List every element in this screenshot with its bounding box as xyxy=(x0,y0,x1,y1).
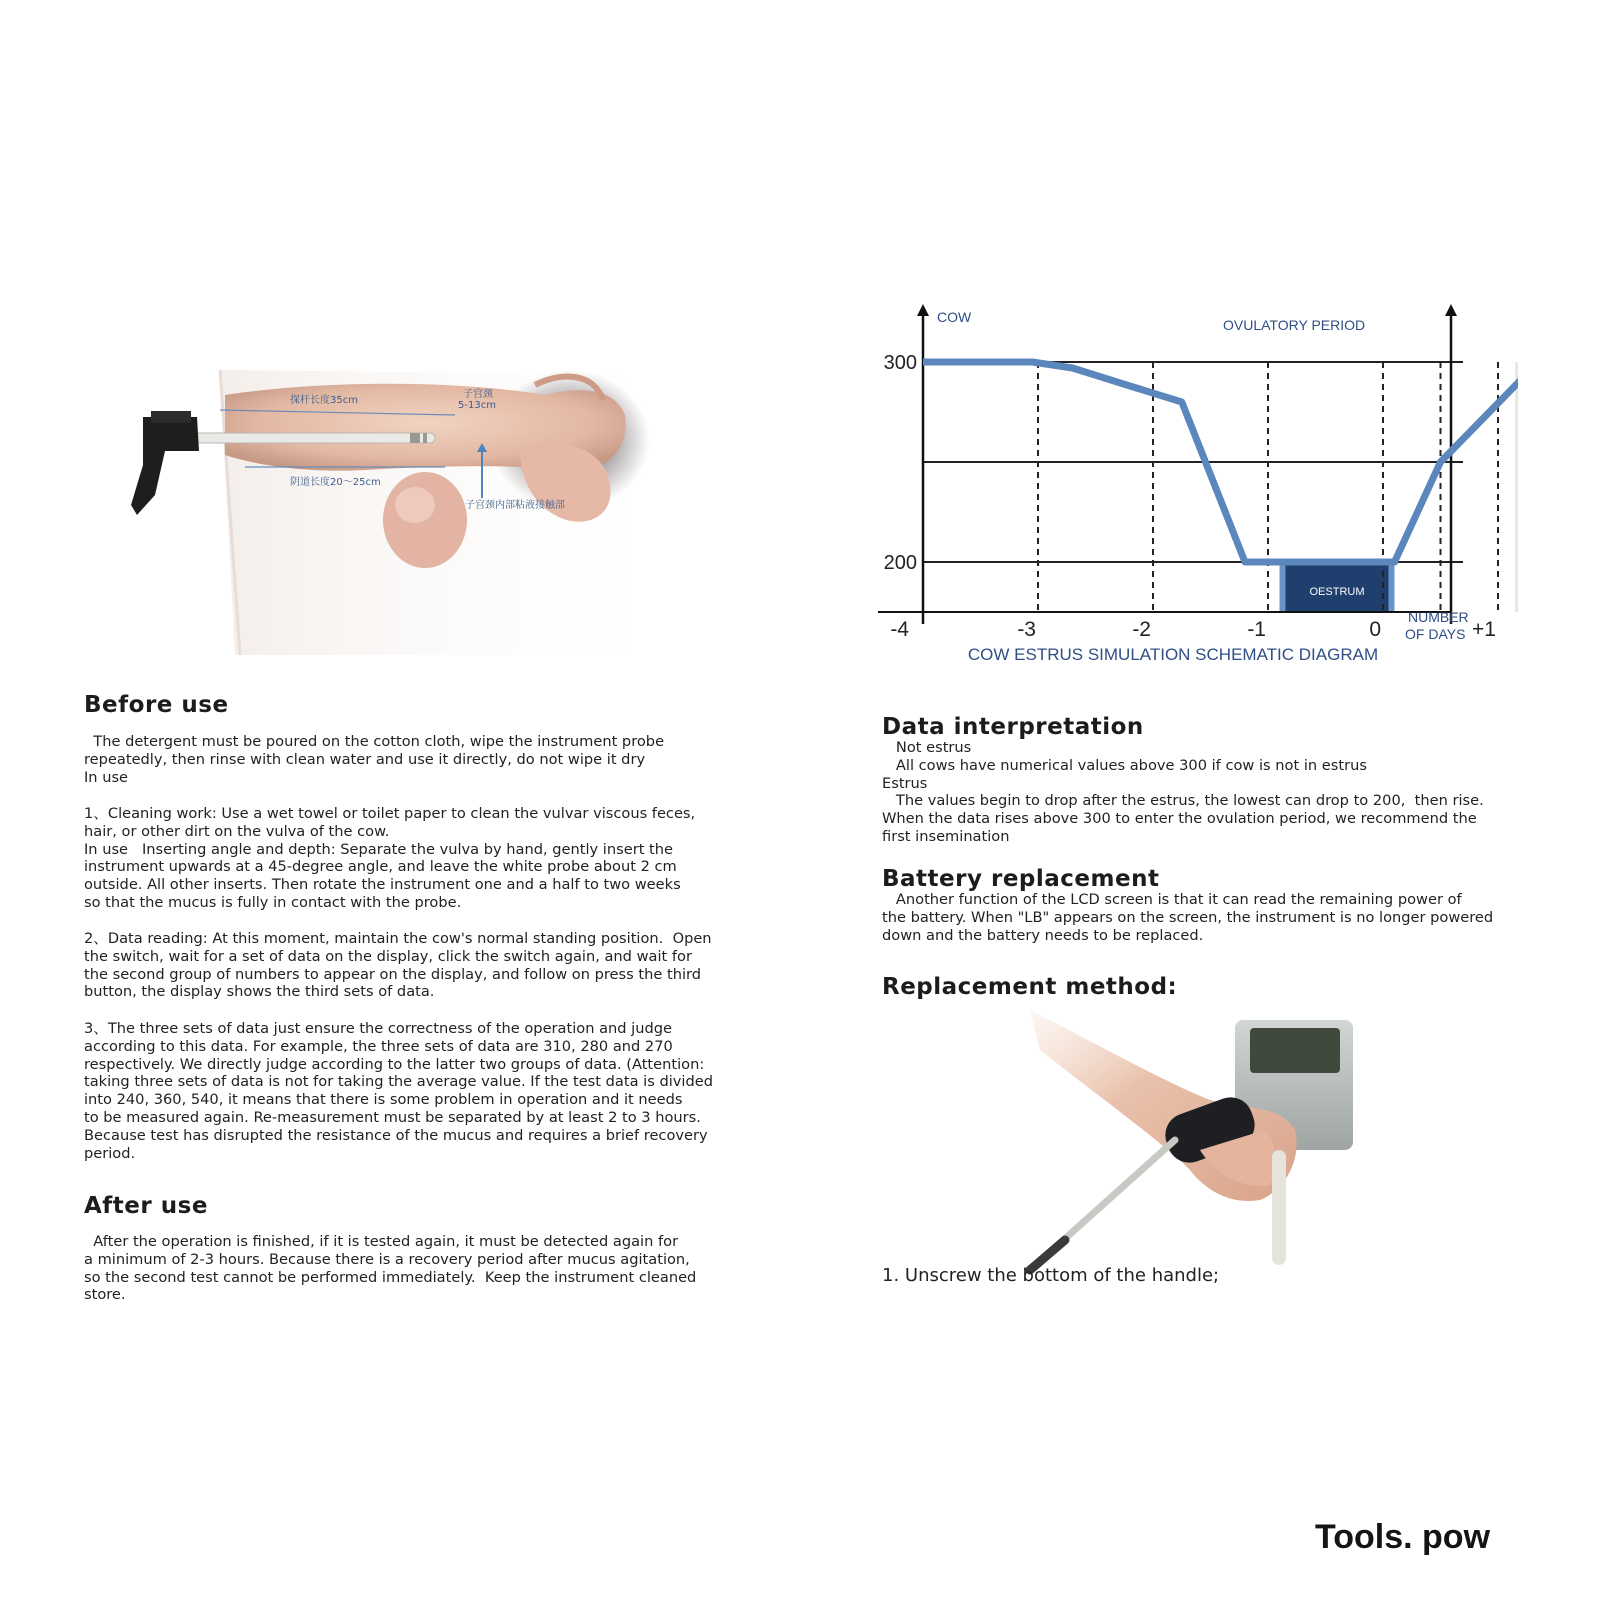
right-axis-arrow xyxy=(1445,304,1457,316)
after-use-paragraph: After the operation is finished, if it is tested again, it must be detected again for a minimum of 2-3 hours. Because there is a recovery period after mucus agitation, so the second test cannot be performed immediately. Keep the instrument cleaned store. xyxy=(84,1233,697,1304)
chart-title: COW ESTRUS SIMULATION SCHEMATIC DIAGRAM xyxy=(967,645,1379,664)
x-tick-label: -1 xyxy=(1247,618,1266,641)
x-tick-label: -2 xyxy=(1132,618,1151,641)
step-3-paragraph: 3、The three sets of data just ensure the correctness of the operation and judge according to this data. For example, the three sets of data are 310, 280 and 270 respectively. We directly judge according to the latter two groups of data. (Attention: taking three sets of data is not for taking the average value. If the test data is divided into 240, 360, 540, it means that there is some problem in operation and it needs to be measured again. Re-measurement must be separated by at least 2 to 3 hours. Because test has disrupted the resistance of the mucus and requires a brief recovery period. xyxy=(84,1020,713,1162)
oestrum-box-edge-left xyxy=(1280,562,1286,612)
cervix-label: 子宫颈 xyxy=(463,389,493,400)
oestrum-label: OESTRUM xyxy=(1309,586,1365,598)
before-use-paragraph: The detergent must be poured on the cotton cloth, wipe the instrument probe repeatedly, then rinse with clean water and use it directly, do not wipe it dry In use xyxy=(84,733,665,786)
brand-label: Tools. pow xyxy=(1315,1518,1491,1556)
replacement-method-heading: Replacement method: xyxy=(882,974,1178,1000)
oestrum-box-edge-right xyxy=(1389,562,1395,612)
x-axis-label-line1: NUMBER xyxy=(1408,609,1469,625)
battery-replacement-paragraph: Another function of the LCD screen is that it can read the remaining power of the battery. When "LB" appears on the screen, the instrument is no longer powered down and the battery needs to be replaced. xyxy=(882,891,1494,944)
estrus-chart xyxy=(878,300,1518,680)
data-interpretation-paragraph: Not estrus All cows have numerical values above 300 if cow is not in estrus Estrus The values begin to drop after the estrus, the lowest can drop to 200, then rise. When the data rises above 300 to enter the ovulation period, we recommend the first insemination xyxy=(882,739,1484,845)
x-tick-label: -3 xyxy=(1017,618,1036,641)
y-axis-arrow xyxy=(917,304,929,316)
x-tick-label: 0 xyxy=(1369,618,1381,641)
step-1-paragraph: 1、Cleaning work: Use a wet towel or toilet paper to clean the vulvar viscous feces, hair, or other dirt on the vulva of the cow. In use Inserting angle and depth: Separate the vulva by hand, gently insert the instrument upwards at a 45-degree angle, and leave the white probe about 2 cm outside. All other inserts. Then rotate the instrument one and a half to two weeks so that the mucus is fully in contact with the probe. xyxy=(84,805,696,911)
ovulatory-band xyxy=(1515,362,1518,612)
x-tick-label: -4 xyxy=(890,618,909,641)
x-axis-label-line2: OF DAYS xyxy=(1405,626,1466,642)
y-tick-label: 200 xyxy=(883,552,917,574)
x-tick-label: +1 xyxy=(1472,618,1496,641)
ovulatory-period-label: OVULATORY PERIOD xyxy=(1223,317,1366,333)
after-use-heading: After use xyxy=(84,1193,208,1219)
mucus-contact-label: 子宫颈内部粘液接触部 xyxy=(465,500,565,511)
anatomy-illustration xyxy=(125,355,695,665)
vagina-length-label: 阴道长度20～25cm xyxy=(290,477,381,488)
step-2-paragraph: 2、Data reading: At this moment, maintain the cow's normal standing position. Open the switch, wait for a set of data on the display, click the switch again, and wait for the second group of numbers to appear on the display, and follow on press the third button, the display shows the third sets of data. xyxy=(84,930,712,1001)
before-use-heading: Before use xyxy=(84,692,229,718)
hand-holding-instrument-photo xyxy=(1010,1000,1390,1280)
cervix-length-label: 5-13cm xyxy=(458,400,496,411)
probe-length-label: 探杆长度35cm xyxy=(290,395,358,406)
battery-replacement-heading: Battery replacement xyxy=(882,866,1160,892)
y-tick-label: 300 xyxy=(883,352,917,374)
data-interpretation-heading: Data interpretation xyxy=(882,714,1144,740)
replacement-step-1: 1. Unscrew the bottom of the handle; xyxy=(882,1265,1220,1286)
y-axis-label: COW xyxy=(937,309,972,325)
